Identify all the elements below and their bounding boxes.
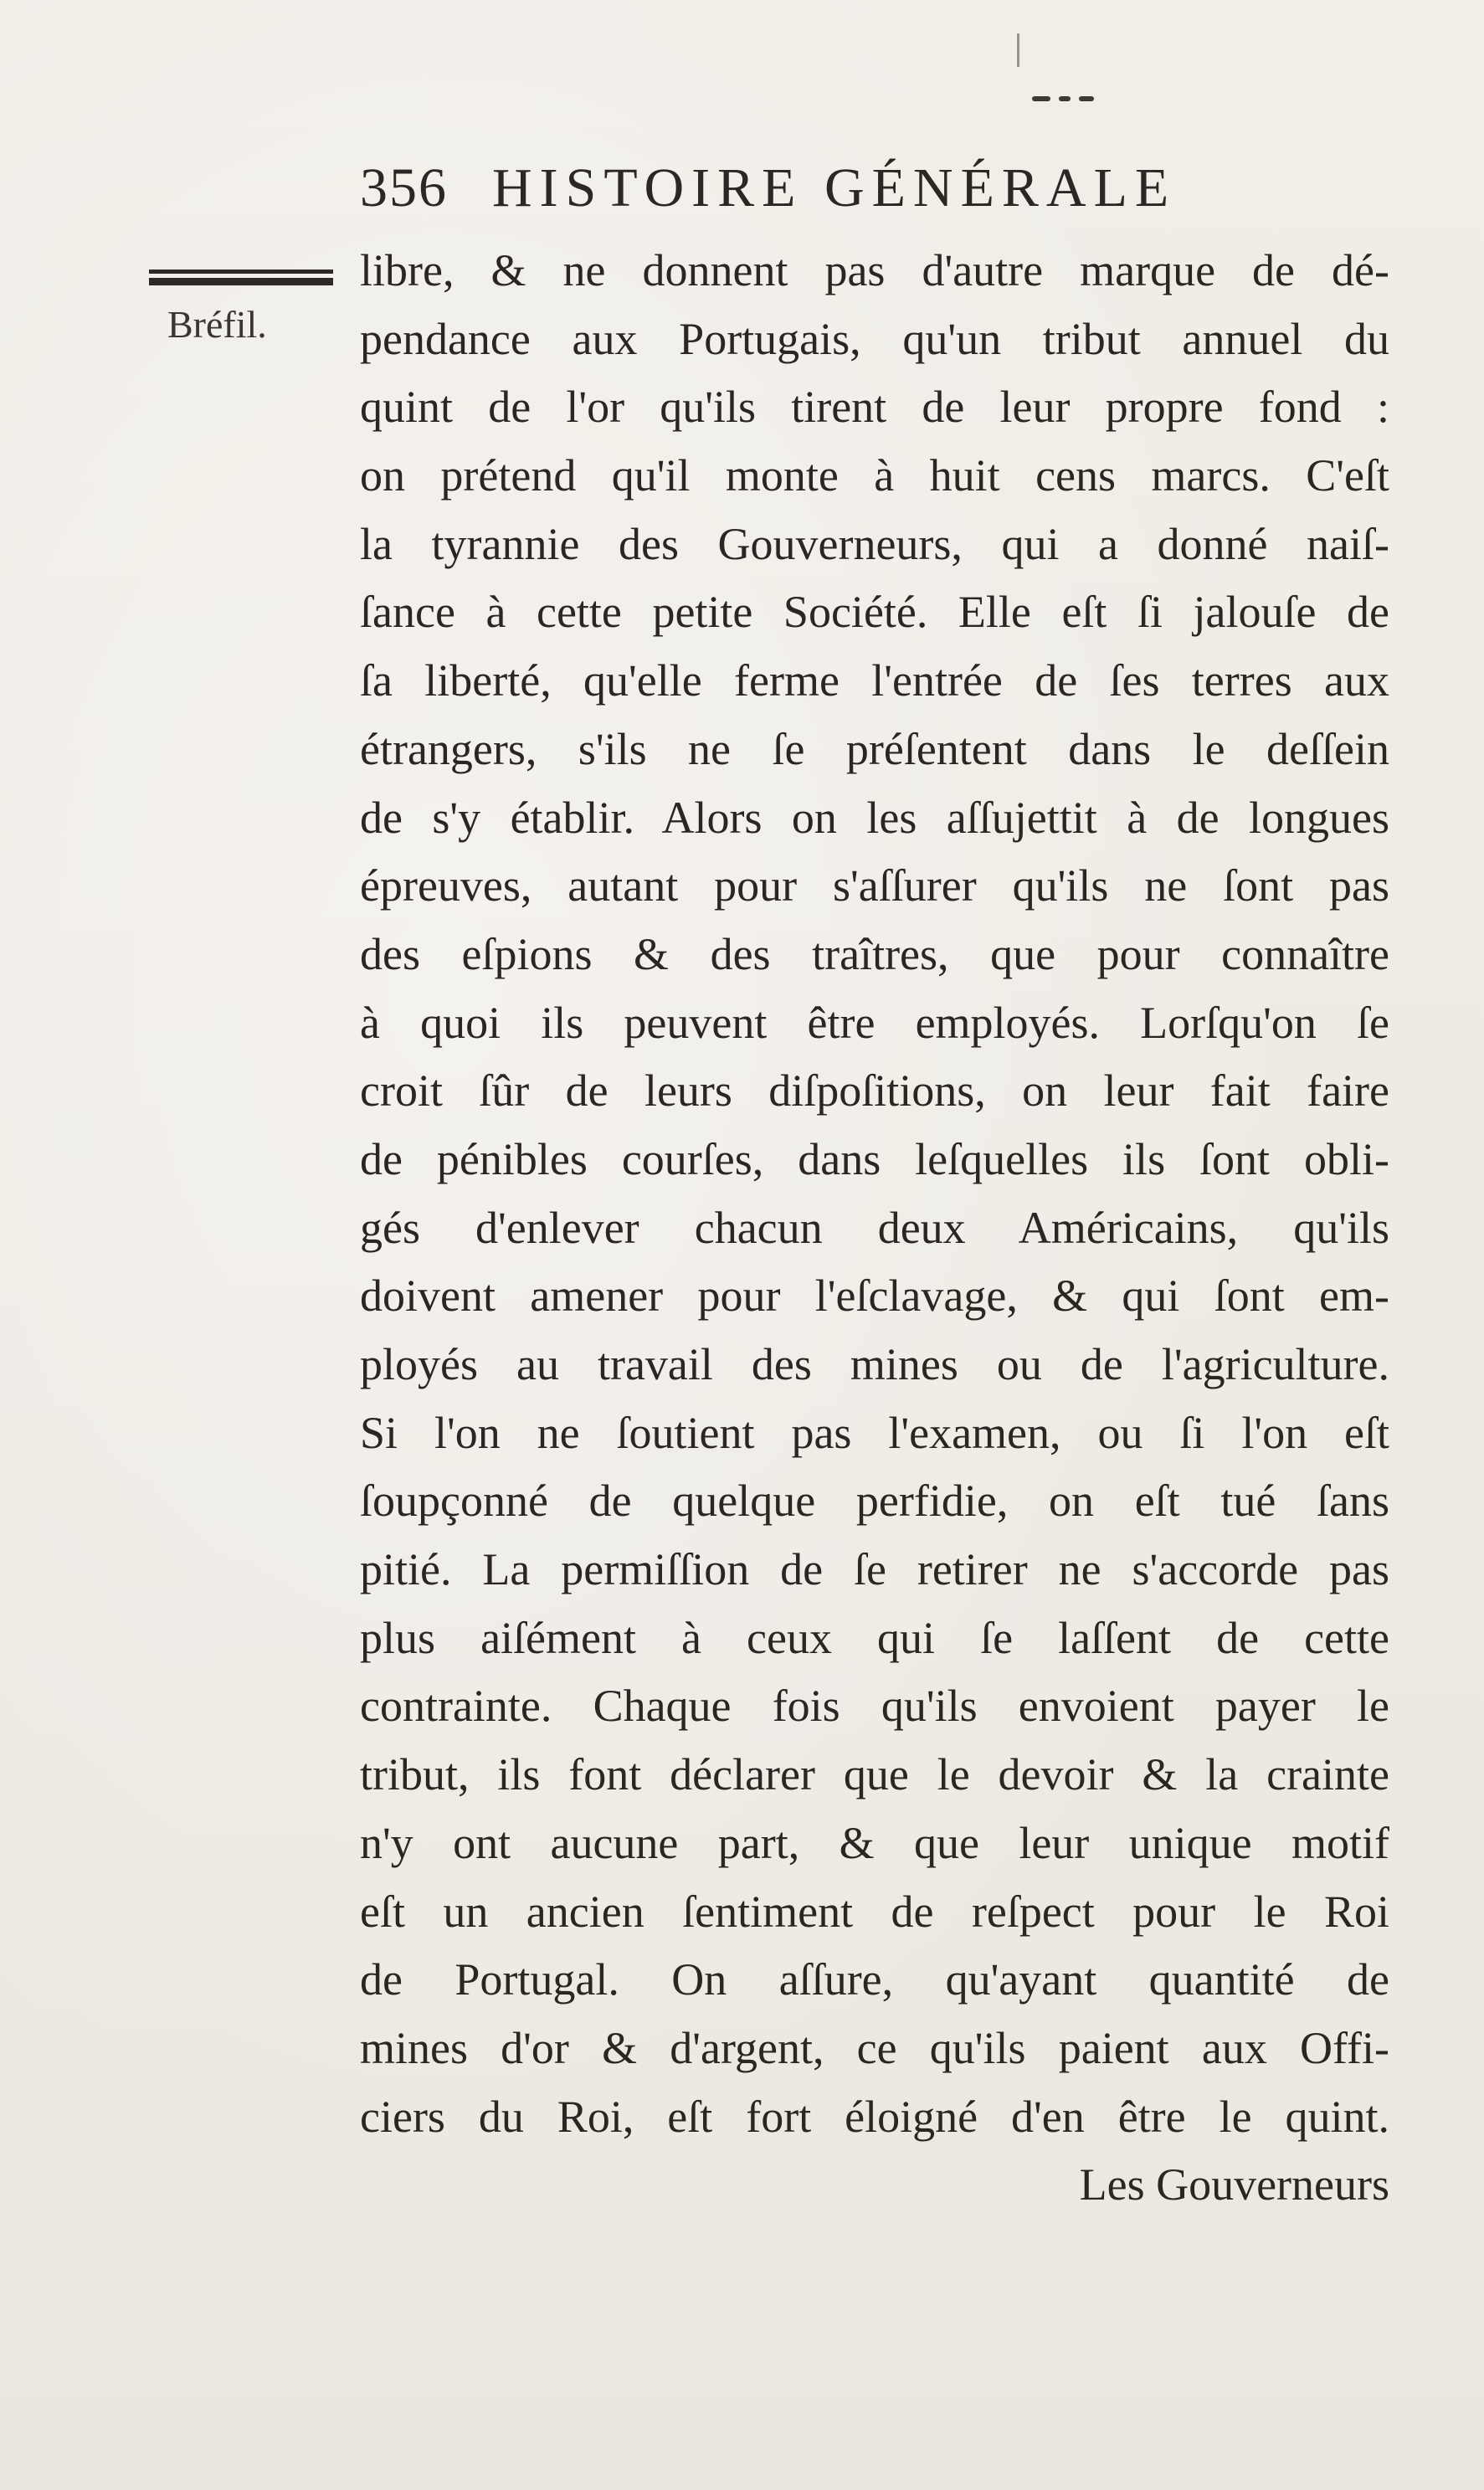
text-line: tribut, ils font déclarer que le devoir & la crainte: [360, 1749, 1389, 1800]
text-line: ſoupçonné de quelque perfidie, on eſt tué ſans: [360, 1476, 1389, 1527]
top-edge-dash: [1059, 96, 1071, 101]
text-line: eſt un ancien ſentiment de reſpect pour le Roi: [360, 1886, 1389, 1937]
top-edge-tick: [1017, 33, 1019, 67]
text-line: épreuves, autant pour s'aſſurer qu'ils ne ſont pas: [360, 860, 1389, 911]
text-line: ployés au travail des mines ou de l'agriculture.: [360, 1339, 1389, 1389]
margin-rule: [149, 270, 333, 288]
catchword: Les Gouverneurs: [1079, 2159, 1389, 2210]
text-line: quint de l'or qu'ils tirent de leur propre fond :: [360, 382, 1389, 433]
text-line: de pénibles courſes, dans leſquelles ils ſont obli-: [360, 1133, 1389, 1184]
text-line: Si l'on ne ſoutient pas l'examen, ou ſi l'on eſt: [360, 1407, 1389, 1458]
text-line: n'y ont aucune part, & que leur unique motif: [360, 1817, 1389, 1868]
text-line: de Portugal. On aſſure, qu'ayant quantité de: [360, 1954, 1389, 2005]
text-line: ſance à cette petite Société. Elle eſt ſi jalouſe de: [360, 587, 1389, 638]
page-number: 356: [360, 157, 448, 218]
text-line: pendance aux Portugais, qu'un tribut annuel du: [360, 313, 1389, 364]
text-line: libre, & ne donnent pas d'autre marque de dé-: [360, 245, 1389, 295]
top-edge-dash: [1032, 96, 1050, 101]
running-title: HISTOIRE GÉNÉRALE: [492, 157, 1177, 218]
text-line: doivent amener pour l'eſclavage, & qui ſont em-: [360, 1271, 1389, 1322]
running-head: [360, 146, 1314, 230]
text-line: on prétend qu'il monte à huit cens marcs. C'eſt: [360, 450, 1389, 501]
text-line: à quoi ils peuvent être employés. Lorſqu'on ſe: [360, 997, 1389, 1048]
text-line: mines d'or & d'argent, ce qu'ils paient aux Offi-: [360, 2022, 1389, 2073]
text-line: des eſpions & des traîtres, que pour connaître: [360, 928, 1389, 979]
margin-rule-thick: [149, 278, 333, 285]
text-line: de s'y établir. Alors on les aſſujettit à de longues: [360, 792, 1389, 843]
text-line: ſa liberté, qu'elle ferme l'entrée de ſes terres aux: [360, 655, 1389, 706]
text-line: étrangers, s'ils ne ſe préſentent dans le deſſein: [360, 723, 1389, 774]
text-line: croit ſûr de leurs diſpoſitions, on leur fait faire: [360, 1065, 1389, 1117]
top-edge-mark: [1017, 80, 1109, 95]
text-line: gés d'enlever chacun deux Américains, qu'ils: [360, 1202, 1389, 1253]
body-text: [360, 237, 1389, 2262]
text-line: ciers du Roi, eſt fort éloigné d'en être le quint.: [360, 2091, 1389, 2142]
text-line: contrainte. Chaque fois qu'ils envoient payer le: [360, 1681, 1389, 1732]
top-edge-dash: [1079, 96, 1094, 101]
text-line: pitié. La permiſſion de ſe retirer ne s'accorde pas: [360, 1544, 1389, 1595]
margin-rule-thin: [149, 270, 333, 274]
margin-note: Bréfil.: [167, 303, 267, 346]
text-line: plus aiſément à ceux qui ſe laſſent de cette: [360, 1612, 1389, 1663]
text-line: la tyrannie des Gouverneurs, qui a donné naiſ-: [360, 518, 1389, 569]
